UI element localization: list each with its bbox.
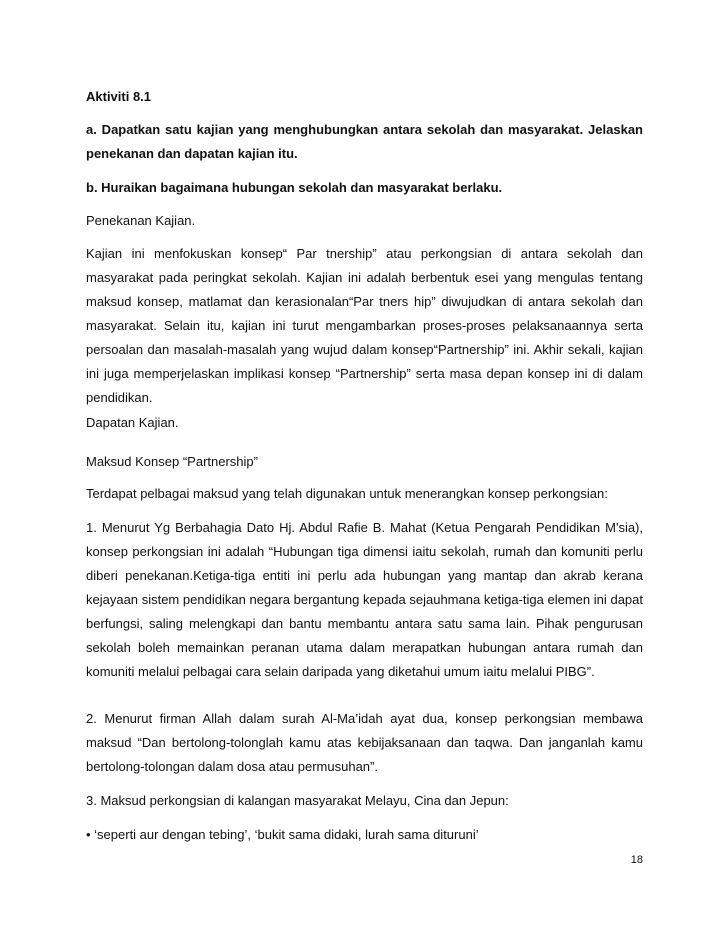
- point-3: [86, 789, 643, 813]
- penekanan-body: Kajian ini menfokuskan konsep“ Par tnership” atau perkongsian di antara sekolah dan masyarakat pada peringkat sekolah. Kajian ini adalah berbentuk esei yang mengulas tentang maksud konsep, matlamat dan kerasionalan“Par tners hip” diwujudkan di antara sekolah dan masyarakat. Selain itu, kajian ini turut mengambarkan proses-proses pelaksanaannya serta persoalan dan masalah-masalah yang wujud dalam konsep“Partnership” ini. Akhir sekali, kajian ini juga memperjelaskan implikasi konsep “Partnership” serta masa depan konsep ini di dalam pendidikan.: [86, 246, 643, 405]
- intro-paragraph: [86, 482, 643, 506]
- task-b-text: b. Huraikan bagaimana hubungan sekolah dan masyarakat berlaku.: [86, 180, 503, 195]
- penekanan-title: Penekanan Kajian.: [86, 213, 196, 228]
- bullet-1-text: • ‘seperti aur dengan tebing’, ‘bukit sama didaki, lurah sama dituruni’: [86, 827, 479, 842]
- point-1: [86, 516, 643, 684]
- maksud-title: Maksud Konsep “Partnership”: [86, 454, 258, 469]
- point-2: [86, 707, 643, 779]
- task-b: [86, 176, 643, 200]
- dapatan-title: Dapatan Kajian.: [86, 415, 179, 430]
- intro-text: Terdapat pelbagai maksud yang telah digunakan untuk menerangkan konsep perkongsian:: [86, 486, 608, 501]
- penekanan-heading: [86, 209, 643, 233]
- activity-heading: [86, 85, 643, 109]
- bullet-item: [86, 823, 643, 847]
- point-3-text: 3. Maksud perkongsian di kalangan masyarakat Melayu, Cina dan Jepun:: [86, 793, 509, 808]
- penekanan-paragraph: [86, 242, 643, 410]
- task-a: [86, 118, 643, 166]
- maksud-heading: [86, 450, 643, 474]
- page-number: 18: [630, 854, 643, 866]
- dapatan-heading: [86, 411, 643, 435]
- task-a-text: a. Dapatkan satu kajian yang menghubungkan antara sekolah dan masyarakat. Jelaskan penekanan dan dapatan kajian itu.: [86, 122, 643, 161]
- point-1-text: 1. Menurut Yg Berbahagia Dato Hj. Abdul Rafie B. Mahat (Ketua Pengarah Pendidikan M'sia), konsep perkongsian ini adalah “Hubungan tiga dimensi iaitu sekolah, rumah dan komuniti perlu diberi penekanan.Ketiga-tiga entiti ini perlu ada hubungan yang mantap dan akrab kerana kejayaan sistem pendidikan negara bergantung kepada sejauhmana ketiga-tiga elemen ini dapat berfungsi, saling melengkapi dan bantu membantu antara satu sama lain. Pihak pengurusan sekolah boleh memainkan peranan utama dalam merapatkan hubungan antara rumah dan komuniti melalui pelbagai cara selain daripada yang diketahui umum iaitu melalui PIBG”.: [86, 520, 643, 679]
- heading-text: Aktiviti 8.1: [86, 89, 152, 104]
- point-2-text: 2. Menurut firman Allah dalam surah Al-Ma’idah ayat dua, konsep perkongsian membawa maksud “Dan bertolong-tolonglah kamu atas kebijaksanaan dan taqwa. Dan janganlah kamu bertolong-tolongan dalam dosa atau permusuhan”.: [86, 711, 643, 774]
